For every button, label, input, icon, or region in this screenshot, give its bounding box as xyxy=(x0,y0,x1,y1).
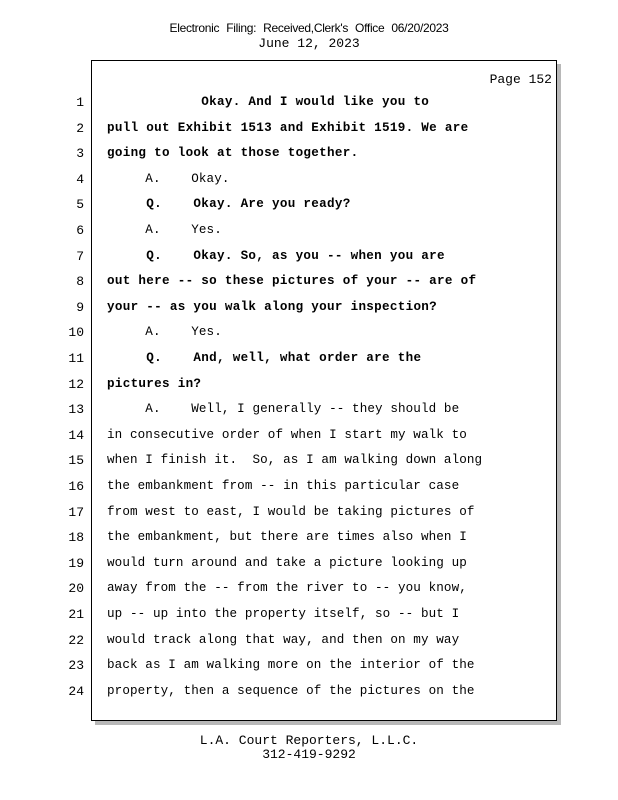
line-number: 2 xyxy=(76,120,84,136)
transcript-line xyxy=(0,197,618,217)
line-number: 15 xyxy=(68,453,84,469)
transcript-date: June 12, 2023 xyxy=(258,36,360,51)
transcript-line xyxy=(0,479,618,499)
transcript-line xyxy=(0,172,618,192)
line-number: 11 xyxy=(68,351,84,366)
reporter-phone: 312-419-9292 xyxy=(262,747,356,762)
line-number: 21 xyxy=(68,607,84,622)
line-text: going to look at those together. xyxy=(107,146,359,161)
line-text: when I finish it. So, as I am walking down along xyxy=(107,453,483,468)
transcript-line xyxy=(0,530,618,550)
line-number: 6 xyxy=(76,223,84,238)
transcript-line xyxy=(0,95,618,115)
transcript-line xyxy=(0,453,618,473)
line-text: property, then a sequence of the pictures on the xyxy=(107,683,475,698)
transcript-line xyxy=(0,146,618,166)
transcript-line xyxy=(0,249,618,269)
reporter-company: L.A. Court Reporters, L.L.C. xyxy=(199,733,419,748)
line-text: Q. And, well, what order are the xyxy=(107,351,422,365)
line-number: 13 xyxy=(68,402,84,418)
transcript-line xyxy=(0,684,618,704)
transcript-line xyxy=(0,658,618,678)
transcript-line xyxy=(0,428,618,448)
line-text: out here -- so these pictures of your -- are of xyxy=(107,274,477,289)
line-text: Q. Okay. So, as you -- when you are xyxy=(107,248,445,263)
line-text: away from the -- from the river to -- you know, xyxy=(107,581,467,596)
transcript-line xyxy=(0,300,618,320)
transcript-line xyxy=(0,607,618,627)
line-number: 16 xyxy=(68,479,84,494)
line-number: 23 xyxy=(68,658,84,674)
line-number: 14 xyxy=(68,427,84,443)
line-text: A. Okay. xyxy=(107,171,230,186)
transcript-line xyxy=(0,556,618,576)
transcript-line xyxy=(0,633,618,653)
line-number: 12 xyxy=(68,376,84,392)
line-number: 8 xyxy=(76,274,84,290)
transcript-line xyxy=(0,377,618,397)
transcript-line xyxy=(0,223,618,243)
line-number: 24 xyxy=(68,683,84,699)
line-number: 20 xyxy=(68,581,84,597)
line-text: in consecutive order of when I start my walk to xyxy=(107,427,467,442)
line-text: up -- up into the property itself, so -- but I xyxy=(107,607,460,621)
line-text: A. Well, I generally -- they should be xyxy=(107,402,460,417)
transcript-line xyxy=(0,325,618,345)
filing-stamp: Electronic Filing: Received,Clerk's Office 06/20/2023 xyxy=(169,21,449,35)
line-text: the embankment, but there are times also when I xyxy=(107,530,467,545)
transcript-line xyxy=(0,274,618,294)
line-number: 5 xyxy=(76,197,84,213)
line-text: would track along that way, and then on my way xyxy=(107,632,460,647)
transcript-line xyxy=(0,402,618,422)
transcript-line xyxy=(0,505,618,525)
line-text: from west to east, I would be taking pictures of xyxy=(107,504,475,519)
line-number: 1 xyxy=(76,95,84,110)
line-number: 3 xyxy=(76,146,84,162)
line-number: 17 xyxy=(68,504,84,520)
line-text: A. Yes. xyxy=(107,325,222,340)
line-text: Q. Okay. Are you ready? xyxy=(107,197,351,212)
transcript-line xyxy=(0,121,618,141)
page-number: Page 152 xyxy=(489,72,552,87)
line-number: 22 xyxy=(68,632,84,648)
line-text: pictures in? xyxy=(107,376,202,391)
line-number: 9 xyxy=(76,299,84,315)
line-number: 18 xyxy=(68,530,84,546)
line-text: would turn around and take a picture looking up xyxy=(107,555,467,570)
transcript-line xyxy=(0,351,618,371)
line-number: 4 xyxy=(76,171,84,187)
line-text: A. Yes. xyxy=(107,223,222,237)
line-number: 10 xyxy=(68,325,84,341)
transcript-line xyxy=(0,581,618,601)
line-text: the embankment from -- in this particular case xyxy=(107,479,460,493)
line-text: Okay. And I would like you to xyxy=(107,95,430,109)
line-number: 19 xyxy=(68,555,84,571)
line-text: your -- as you walk along your inspection? xyxy=(107,299,438,314)
line-number: 7 xyxy=(76,248,84,264)
line-text: pull out Exhibit 1513 and Exhibit 1519. We are xyxy=(107,120,469,135)
line-text: back as I am walking more on the interior of the xyxy=(107,658,475,673)
